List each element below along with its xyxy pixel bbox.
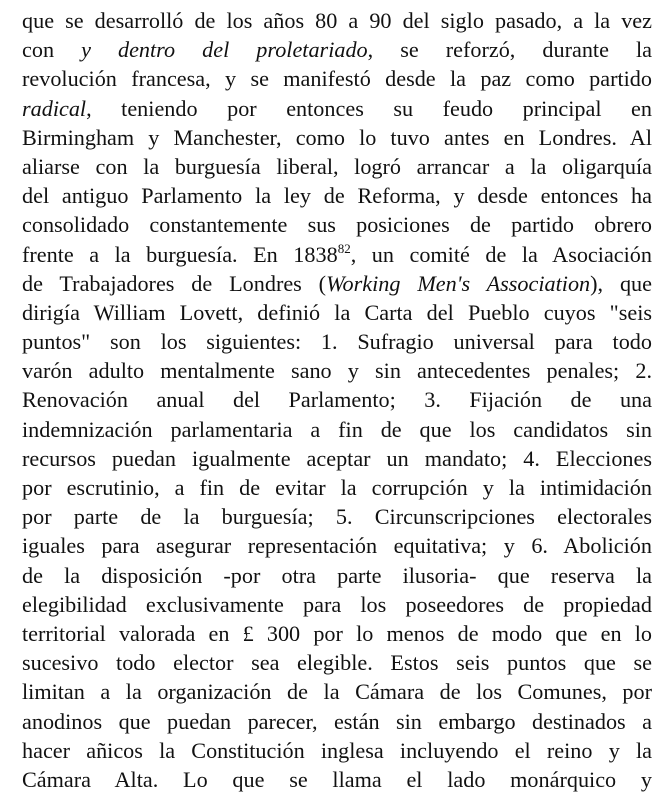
text-line <box>22 6 652 35</box>
text-line <box>22 619 652 648</box>
text-line <box>22 64 652 93</box>
text-segment: ), que <box>590 270 652 296</box>
text-segment: Renovación anual del Parlamento; 3. Fijación de una <box>22 387 652 413</box>
text-line <box>22 677 652 706</box>
text-line <box>22 356 652 385</box>
text-line <box>22 444 652 473</box>
text-segment: anodinos que puedan parecer, están sin embargo destinados a <box>22 708 652 734</box>
text-segment: aliarse con la burguesía liberal, logró arrancar a la oligarquía <box>22 153 652 179</box>
text-segment: iguales para asegurar representación equitativa; y 6. Abolición <box>22 533 652 559</box>
text-segment: limitan a la organización de la Cámara de los Comunes, por <box>22 679 652 705</box>
text-segment: territorial valorada en £ 300 por lo menos de modo que en lo <box>22 620 652 646</box>
text-line <box>22 327 652 356</box>
text-line <box>22 385 652 414</box>
text-segment: con <box>22 37 82 63</box>
text-line <box>22 269 652 298</box>
text-segment: indemnización parlamentaria a fin de que los candidatos sin <box>22 416 652 442</box>
text-segment: dirigía William Lovett, definió la Carta del Pueblo cuyos "seis <box>22 299 652 325</box>
text-segment: Birmingham y Manchester, como lo tuvo antes en Londres. Al <box>22 124 652 150</box>
text-segment: de la disposición -por otra parte ilusoria- que reserva la <box>22 562 652 588</box>
text-segment: frente a la burguesía. En 1838 <box>22 241 338 267</box>
text-segment: , un comité de la Asociación <box>350 241 652 267</box>
text-line <box>22 736 652 765</box>
text-segment: consolidado constantemente sus posiciones de partido obrero <box>22 212 652 238</box>
text-line <box>22 502 652 531</box>
text-segment: puntos" son los siguientes: 1. Sufragio universal para todo <box>22 329 652 355</box>
text-line <box>22 240 652 269</box>
italic-text: y dentro del proletariado <box>81 37 368 63</box>
text-segment: por parte de la burguesía; 5. Circunscripciones electorales <box>22 504 652 530</box>
text-segment: que se desarrolló de los años 80 a 90 del siglo pasado, a la vez <box>22 8 652 33</box>
text-line <box>22 415 652 444</box>
text-segment: varón adulto mentalmente sano y sin antecedentes penales; 2. <box>22 358 652 384</box>
text-line <box>22 707 652 736</box>
italic-text: Working Men's Association <box>326 270 591 296</box>
text-line <box>22 473 652 502</box>
text-segment: hacer añicos la Constitución inglesa incluyendo el reino y la <box>22 737 652 763</box>
text-line <box>22 561 652 590</box>
text-line <box>22 181 652 210</box>
text-segment: elegibilidad exclusivamente para los poseedores de propiedad <box>22 591 652 617</box>
text-segment: de Trabajadores de Londres ( <box>22 270 327 296</box>
text-segment: revolución francesa, y se manifestó desde la paz como partido <box>22 66 652 92</box>
text-segment: sucesivo todo elector sea elegible. Estos seis puntos que se <box>22 650 652 676</box>
text-segment: , se reforzó, durante la <box>367 37 652 63</box>
text-line <box>22 35 652 64</box>
text-segment: por escrutinio, a fin de evitar la corrupción y la intimidación <box>22 475 652 500</box>
text-line <box>22 298 652 327</box>
text-segment: , teniendo por entonces su feudo principal en <box>86 95 652 121</box>
text-line <box>22 648 652 677</box>
text-line <box>22 590 652 619</box>
text-segment: recursos puedan igualmente aceptar un mandato; 4. Elecciones <box>22 445 652 471</box>
footnote-ref: 82 <box>337 240 351 256</box>
text-line <box>22 123 652 152</box>
italic-text: radical <box>22 95 87 121</box>
text-segment: Cámara Alta. Lo que se llama el lado monárquico y <box>22 766 652 792</box>
text-line <box>22 210 652 239</box>
body-paragraph <box>22 6 652 794</box>
text-segment: del antiguo Parlamento la ley de Reforma, y desde entonces ha <box>22 183 652 209</box>
text-line <box>22 94 652 123</box>
text-line <box>22 765 652 794</box>
text-line <box>22 152 652 181</box>
text-line <box>22 531 652 560</box>
document-page <box>22 6 652 794</box>
